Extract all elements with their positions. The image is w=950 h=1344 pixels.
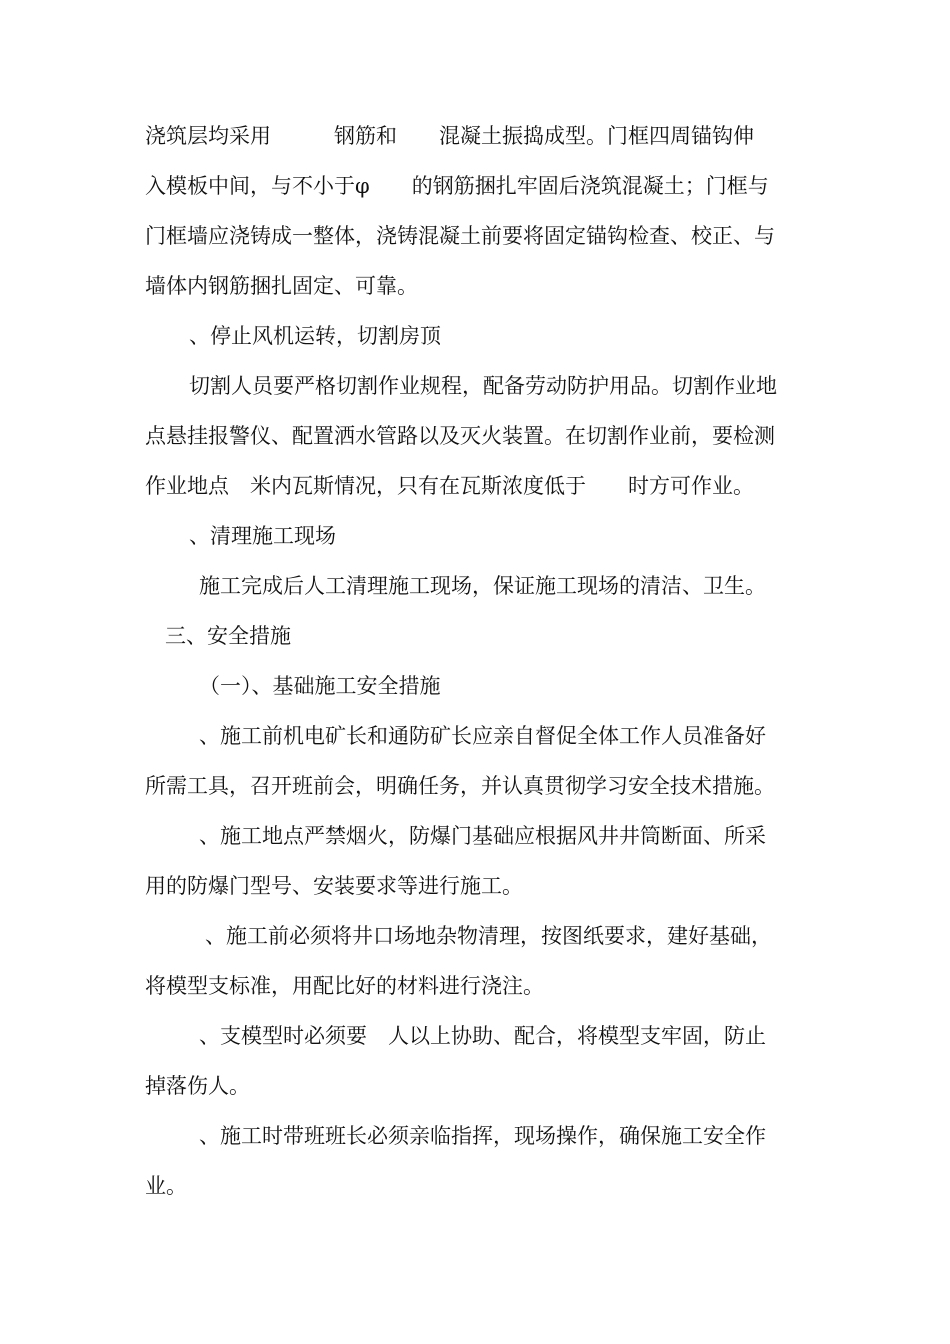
text-line: 、施工前必须将井口场地杂物清理，按图纸要求，建好基础， <box>205 924 772 948</box>
section-heading: 三、安全措施 <box>165 624 291 648</box>
section-heading: 、清理施工现场 <box>189 524 336 548</box>
text-line: 施工完成后人工清理施工现场，保证施工现场的清洁、卫生。 <box>199 574 766 598</box>
text-line: 掉落伤人。 <box>145 1074 250 1098</box>
section-heading: （一）、基础施工安全措施 <box>199 674 441 698</box>
text-line: 所需工具，召开班前会，明确任务，并认真贯彻学习安全技术措施。 <box>145 774 775 798</box>
text-line: 、施工时带班班长必须亲临指挥，现场操作，确保施工安全作 <box>199 1124 766 1148</box>
text-line: 将模型支标准，用配比好的材料进行浇注。 <box>145 974 544 998</box>
text-line: 作业地点 米内瓦斯情况，只有在瓦斯浓度低于 时方可作业。 <box>145 474 754 498</box>
text-line: 、施工地点严禁烟火，防爆门基础应根据风井井筒断面、所采 <box>199 824 766 848</box>
text-line: 入模板中间，与不小于φ 的钢筋捆扎牢固后浇筑混凝土；门框与 <box>145 174 769 198</box>
text-line: 门框墙应浇铸成一整体，浇铸混凝土前要将固定锚钩检查、校正、与 <box>145 224 775 248</box>
section-heading: 、停止风机运转，切割房顶 <box>189 324 441 348</box>
text-line: 浇筑层均采用 钢筋和 混凝土振捣成型。门框四周锚钩伸 <box>145 124 754 148</box>
text-line: 业。 <box>145 1174 187 1198</box>
text-line: 切割人员要严格切割作业规程，配备劳动防护用品。切割作业地 <box>189 374 777 398</box>
text-line: 点悬挂报警仪、配置洒水管路以及灭火装置。在切割作业前，要检测 <box>145 424 775 448</box>
text-line: 、支模型时必须要 人以上协助、配合，将模型支牢固，防止 <box>199 1024 766 1048</box>
text-line: 墙体内钢筋捆扎固定、可靠。 <box>145 274 418 298</box>
text-line: 用的防爆门型号、安装要求等进行施工。 <box>145 874 523 898</box>
text-line: 、施工前机电矿长和通防矿长应亲自督促全体工作人员准备好 <box>199 724 766 748</box>
